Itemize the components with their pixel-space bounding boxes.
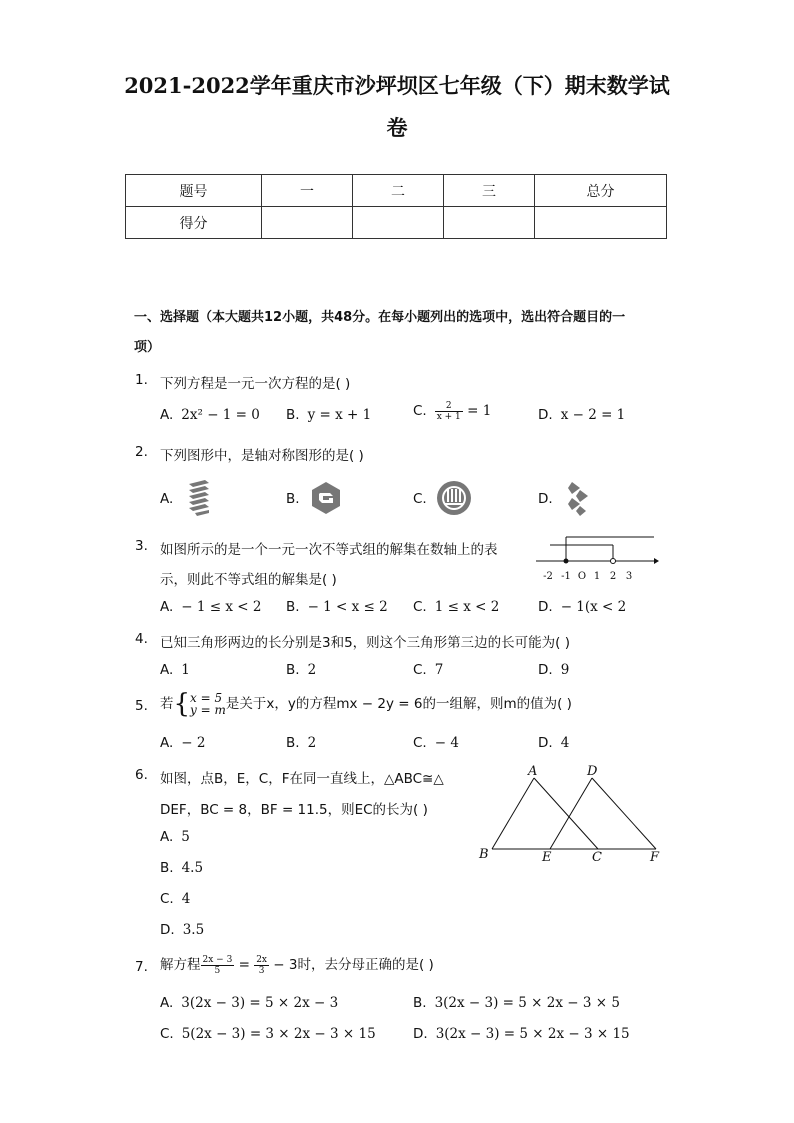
question-7-option-c[interactable]: C. 5(2x − 3) = 3 × 2x − 3 × 15 xyxy=(160,1026,376,1042)
left-brace-icon: { xyxy=(173,689,191,719)
circle-emblem-logo-icon xyxy=(436,480,472,516)
hexagon-swirl-logo-icon xyxy=(309,481,343,515)
score-row-label: 得分 xyxy=(126,207,262,239)
question-2-text: 下列图形中，是轴对称图形的是( ) xyxy=(160,448,364,464)
header-cell-part3: 三 xyxy=(444,175,535,207)
question-3-text: 如图所示的是一个一元一次不等式组的解集在数轴上的表 xyxy=(160,542,498,558)
question-6-text-cont: DEF，BC = 8，BF = 11.5，则EC的长为( ) xyxy=(160,802,428,818)
stacked-stripes-logo-icon xyxy=(185,480,213,516)
question-3-option-b[interactable]: B. − 1 < x ≤ 2 xyxy=(286,599,388,615)
fraction: $\frac{2x}{3}$ xyxy=(256,954,268,976)
question-6-option-d[interactable]: D. 3.5 xyxy=(160,922,205,938)
score-cell-part2[interactable] xyxy=(353,207,444,239)
question-5-number: 5. xyxy=(135,698,148,714)
question-5-option-d[interactable]: D. 4 xyxy=(538,735,570,751)
equation-system: x = 5 y = m xyxy=(190,691,226,717)
section-heading xyxy=(134,303,664,333)
question-7-option-d[interactable]: D. 3(2x − 3) = 5 × 2x − 3 × 15 xyxy=(413,1026,630,1042)
section-heading-line2: 项） xyxy=(134,340,161,355)
axis-label: 3 xyxy=(625,571,633,582)
axis-arrow-icon xyxy=(654,558,659,564)
solid-point xyxy=(564,559,569,564)
question-7-option-a[interactable]: A. 3(2x − 3) = 5 × 2x − 3 xyxy=(160,995,339,1011)
axis-label: 2 xyxy=(609,571,617,582)
question-3-number: 3. xyxy=(135,538,148,554)
side-ab xyxy=(492,778,534,849)
axis-label: 1 xyxy=(593,571,601,582)
question-5-option-b[interactable]: B. 2 xyxy=(286,735,317,751)
question-6-number: 6. xyxy=(135,767,148,783)
question-7-number: 7. xyxy=(135,959,148,975)
question-6-text: 如图，点B，E，C，F在同一直线上，△ABC≅△ xyxy=(160,771,444,787)
page-title-line1: 2021-2022学年重庆市沙坪坝区七年级（下）期末数学试 xyxy=(124,73,670,98)
question-1-option-c[interactable]: C. $\frac{2}{x + 1}$ = 1 xyxy=(413,401,492,422)
point-label-b: B xyxy=(479,847,489,862)
question-1-text: 下列方程是一元一次方程的是( ) xyxy=(160,376,351,392)
question-5-option-c[interactable]: C. − 4 xyxy=(413,735,459,751)
header-cell-part1: 一 xyxy=(262,175,353,207)
question-4-option-d[interactable]: D. 9 xyxy=(538,662,570,678)
question-6-option-c[interactable]: C. 4 xyxy=(160,891,191,907)
diamond-chain-logo-icon xyxy=(566,480,592,518)
point-label-f: F xyxy=(650,850,660,865)
question-3-option-c[interactable]: C. 1 ≤ x < 2 xyxy=(413,599,500,615)
question-3-option-a[interactable]: A. − 1 ≤ x < 2 xyxy=(160,599,262,615)
question-4-text: 已知三角形两边的长分别是3和5，则这个三角形第三边的长可能为( ) xyxy=(160,635,571,651)
question-3-option-d[interactable]: D. − 1(x < 2 xyxy=(538,599,627,615)
side-ac xyxy=(534,778,598,849)
section-heading-cont xyxy=(134,333,664,363)
question-4-option-c[interactable]: C. 7 xyxy=(413,662,444,678)
point-label-e: E xyxy=(542,850,552,865)
question-5-option-a[interactable]: A. − 2 xyxy=(160,735,206,751)
question-4-option-b[interactable]: B. 2 xyxy=(286,662,317,678)
question-2-option-a[interactable]: A. xyxy=(160,491,174,507)
section-heading-line1: 一、选择题（本大题共12小题，共48分。在每小题列出的选项中，选出符合题目的一 xyxy=(134,310,626,325)
question-2-number: 2. xyxy=(135,444,148,460)
axis-label: -2 xyxy=(543,571,553,582)
question-6-option-b[interactable]: B. 4.5 xyxy=(160,860,204,876)
hollow-point xyxy=(611,559,616,564)
score-cell-part3[interactable] xyxy=(444,207,535,239)
side-df xyxy=(592,778,656,849)
score-cell-total[interactable] xyxy=(535,207,667,239)
congruent-triangles-figure xyxy=(474,762,666,868)
point-label-a: A xyxy=(528,764,538,779)
question-4-number: 4. xyxy=(135,631,148,647)
question-4-option-a[interactable]: A. 1 xyxy=(160,662,190,678)
question-7-text: 解方程 $\frac{2x - 3}{5}$ = $\frac{2x}{3}$ − 3时，去分母正确的是( ) xyxy=(160,954,434,976)
question-2-option-d[interactable]: D. xyxy=(538,491,553,507)
score-table xyxy=(125,174,667,239)
question-2-option-c[interactable]: C. xyxy=(413,491,427,507)
question-1-option-a[interactable]: A. 2x² − 1 = 0 xyxy=(160,407,260,423)
fraction: $\frac{2x - 3}{5}$ xyxy=(202,954,233,976)
number-line-figure xyxy=(530,533,660,585)
question-7-option-b[interactable]: B. 3(2x − 3) = 5 × 2x − 3 × 5 xyxy=(413,995,620,1011)
score-cell-part1[interactable] xyxy=(262,207,353,239)
header-cell-total: 总分 xyxy=(535,175,667,207)
point-label-d: D xyxy=(587,764,598,779)
question-1-option-d[interactable]: D. x − 2 = 1 xyxy=(538,407,626,423)
axis-label: O xyxy=(577,571,587,582)
axis-label: -1 xyxy=(561,571,571,582)
question-1-number: 1. xyxy=(135,372,148,388)
question-2-option-b[interactable]: B. xyxy=(286,491,300,507)
score-table-header-row xyxy=(126,175,667,207)
point-label-c: C xyxy=(592,850,602,865)
fraction: $\frac{2}{x + 1}$ xyxy=(436,401,461,422)
question-5-text: 若{ x = 5 y = m 是关于x，y的方程mx − 2y = 6的一组解，则m的值为( ) xyxy=(160,689,572,719)
question-3-text-cont: 示，则此不等式组的解集是( ) xyxy=(160,572,337,588)
score-table-score-row xyxy=(126,207,667,239)
side-ed xyxy=(550,778,592,849)
page-title-line2: 卷 xyxy=(386,115,408,140)
question-6-option-a[interactable]: A. 5 xyxy=(160,829,190,845)
question-1-option-b[interactable]: B. y = x + 1 xyxy=(286,407,372,423)
header-cell-part2: 二 xyxy=(353,175,444,207)
header-cell-number: 题号 xyxy=(126,175,262,207)
